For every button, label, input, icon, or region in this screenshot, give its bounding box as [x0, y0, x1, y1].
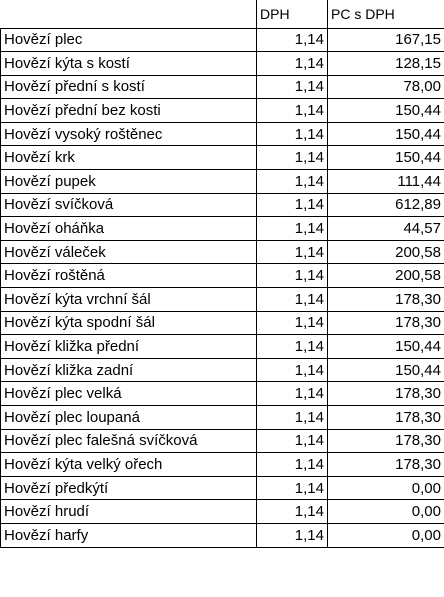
- cell-pc[interactable]: 128,15: [328, 52, 444, 76]
- cell-name[interactable]: Hovězí hrudí: [1, 500, 257, 524]
- cell-dph[interactable]: 1,14: [257, 382, 328, 406]
- cell-dph[interactable]: 1,14: [257, 476, 328, 500]
- cell-pc[interactable]: 200,58: [328, 240, 444, 264]
- cell-pc[interactable]: 150,44: [328, 335, 444, 359]
- cell-pc[interactable]: 150,44: [328, 358, 444, 382]
- cell-pc[interactable]: 178,30: [328, 382, 444, 406]
- cell-pc[interactable]: 150,44: [328, 146, 444, 170]
- cell-name[interactable]: Hovězí plec: [1, 28, 257, 52]
- cell-name[interactable]: Hovězí předkýtí: [1, 476, 257, 500]
- header-row: [1, 0, 444, 28]
- cell-name[interactable]: Hovězí krk: [1, 146, 257, 170]
- header-cell-name[interactable]: [1, 0, 257, 28]
- cell-name[interactable]: Hovězí kýta spodní šál: [1, 311, 257, 335]
- price-table-body: [1, 0, 444, 547]
- table-row: [1, 193, 444, 217]
- cell-pc[interactable]: 178,30: [328, 311, 444, 335]
- cell-pc[interactable]: 200,58: [328, 264, 444, 288]
- cell-dph[interactable]: 1,14: [257, 240, 328, 264]
- cell-pc[interactable]: 167,15: [328, 28, 444, 52]
- cell-name[interactable]: Hovězí kližka zadní: [1, 358, 257, 382]
- cell-name[interactable]: Hovězí plec velká: [1, 382, 257, 406]
- cell-dph[interactable]: 1,14: [257, 288, 328, 312]
- cell-name[interactable]: Hovězí harfy: [1, 523, 257, 547]
- cell-pc[interactable]: 0,00: [328, 476, 444, 500]
- cell-pc[interactable]: 0,00: [328, 500, 444, 524]
- cell-name[interactable]: Hovězí oháňka: [1, 217, 257, 241]
- header-cell-pc[interactable]: PC s DPH: [328, 0, 444, 28]
- table-row: [1, 122, 444, 146]
- table-row: [1, 406, 444, 430]
- table-row: [1, 335, 444, 359]
- cell-dph[interactable]: 1,14: [257, 358, 328, 382]
- cell-pc[interactable]: 0,00: [328, 523, 444, 547]
- cell-pc[interactable]: 178,30: [328, 429, 444, 453]
- cell-dph[interactable]: 1,14: [257, 28, 328, 52]
- table-row: [1, 476, 444, 500]
- cell-pc[interactable]: 150,44: [328, 99, 444, 123]
- table-row: [1, 500, 444, 524]
- cell-pc[interactable]: 612,89: [328, 193, 444, 217]
- cell-dph[interactable]: 1,14: [257, 453, 328, 477]
- cell-name[interactable]: Hovězí plec loupaná: [1, 406, 257, 430]
- cell-dph[interactable]: 1,14: [257, 311, 328, 335]
- table-row: [1, 217, 444, 241]
- cell-dph[interactable]: 1,14: [257, 429, 328, 453]
- cell-dph[interactable]: 1,14: [257, 146, 328, 170]
- cell-name[interactable]: Hovězí kližka přední: [1, 335, 257, 359]
- table-row: [1, 170, 444, 194]
- cell-dph[interactable]: 1,14: [257, 217, 328, 241]
- cell-dph[interactable]: 1,14: [257, 264, 328, 288]
- cell-name[interactable]: Hovězí svíčková: [1, 193, 257, 217]
- cell-dph[interactable]: 1,14: [257, 500, 328, 524]
- cell-name[interactable]: Hovězí vysoký roštěnec: [1, 122, 257, 146]
- cell-dph[interactable]: 1,14: [257, 122, 328, 146]
- cell-name[interactable]: Hovězí plec falešná svíčková: [1, 429, 257, 453]
- table-row: [1, 240, 444, 264]
- table-row: [1, 264, 444, 288]
- table-row: [1, 146, 444, 170]
- table-row: [1, 311, 444, 335]
- cell-name[interactable]: Hovězí přední s kostí: [1, 75, 257, 99]
- cell-dph[interactable]: 1,14: [257, 170, 328, 194]
- cell-pc[interactable]: 111,44: [328, 170, 444, 194]
- cell-pc[interactable]: 178,30: [328, 406, 444, 430]
- header-cell-dph[interactable]: DPH: [257, 0, 328, 28]
- cell-dph[interactable]: 1,14: [257, 52, 328, 76]
- cell-dph[interactable]: 1,14: [257, 75, 328, 99]
- table-row: [1, 99, 444, 123]
- cell-pc[interactable]: 178,30: [328, 288, 444, 312]
- cell-dph[interactable]: 1,14: [257, 193, 328, 217]
- cell-pc[interactable]: 78,00: [328, 75, 444, 99]
- table-row: [1, 453, 444, 477]
- cell-name[interactable]: Hovězí váleček: [1, 240, 257, 264]
- cell-pc[interactable]: 44,57: [328, 217, 444, 241]
- cell-dph[interactable]: 1,14: [257, 523, 328, 547]
- cell-dph[interactable]: 1,14: [257, 406, 328, 430]
- cell-name[interactable]: Hovězí přední bez kosti: [1, 99, 257, 123]
- cell-pc[interactable]: 178,30: [328, 453, 444, 477]
- table-row: [1, 382, 444, 406]
- cell-name[interactable]: Hovězí roštěná: [1, 264, 257, 288]
- table-row: [1, 358, 444, 382]
- cell-name[interactable]: Hovězí kýta vrchní šál: [1, 288, 257, 312]
- table-row: [1, 288, 444, 312]
- cell-name[interactable]: Hovězí kýta s kostí: [1, 52, 257, 76]
- table-row: [1, 52, 444, 76]
- cell-name[interactable]: Hovězí kýta velký ořech: [1, 453, 257, 477]
- cell-pc[interactable]: 150,44: [328, 122, 444, 146]
- cell-dph[interactable]: 1,14: [257, 335, 328, 359]
- table-row: [1, 523, 444, 547]
- cell-name[interactable]: Hovězí pupek: [1, 170, 257, 194]
- table-row: [1, 28, 444, 52]
- cell-dph[interactable]: 1,14: [257, 99, 328, 123]
- table-row: [1, 429, 444, 453]
- table-row: [1, 75, 444, 99]
